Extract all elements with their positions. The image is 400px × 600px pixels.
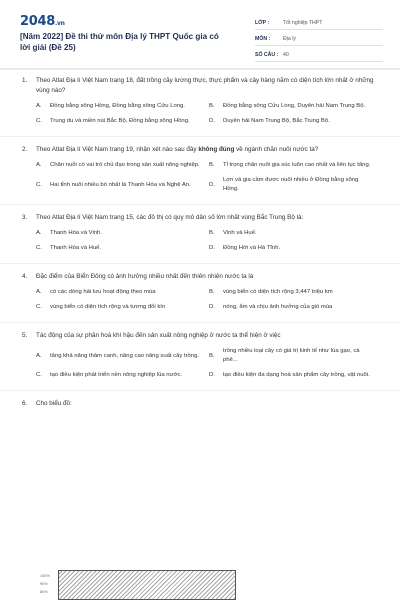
option-letter: D. (209, 181, 215, 188)
option-text: tạo điều kiện phát triển nền nông nghiệp lúa nước. (50, 372, 182, 378)
option-letter: A. (36, 352, 42, 359)
question-number: 6. (22, 400, 28, 407)
option-letter: A. (36, 103, 42, 109)
option-letter: C. (36, 181, 42, 188)
option-c[interactable] (36, 244, 209, 253)
question-divider (0, 322, 400, 323)
option-text: Lợn và gia cầm được nuôi nhiều ở Đồng bằng sông Hồng. (223, 177, 359, 192)
question-2 (22, 145, 382, 205)
option-letter: B. (209, 162, 215, 168)
option-letter: D. (209, 118, 215, 124)
option-d[interactable] (209, 303, 382, 312)
option-letter: A. (36, 289, 42, 295)
option-letter: D. (209, 372, 215, 378)
option-b[interactable] (209, 161, 382, 170)
option-b[interactable] (209, 102, 382, 111)
option-text: Tỉ trọng chăn nuôi gia súc luôn cao nhất và liên tục tăng. (223, 162, 371, 168)
option-d[interactable] (209, 117, 382, 126)
question-5 (22, 331, 382, 391)
option-text: Chăn nuôi có vai trò chủ đạo trong sản xuất nông nghiệp. (50, 162, 200, 168)
option-letter: D. (209, 304, 215, 310)
chart-tick-label: 80% (40, 590, 48, 594)
option-text: Vinh và Huế. (223, 230, 257, 236)
answer-options (36, 229, 382, 259)
option-c[interactable] (36, 176, 209, 194)
option-b[interactable] (209, 288, 382, 297)
emphasis-text: không đúng (198, 146, 235, 153)
question-number: 5. (22, 332, 28, 339)
chart-thumbnail (36, 566, 236, 600)
option-a[interactable] (36, 288, 209, 297)
info-value: 40 (283, 51, 289, 58)
question-stem (22, 76, 382, 96)
option-letter: B. (209, 103, 215, 109)
option-text: Đồng bằng sông Hồng, Đồng bằng sông Cửu Long. (50, 103, 185, 109)
option-text: tăng khả năng thâm canh, nâng cao năng suất cây trồng. (50, 352, 200, 359)
info-row-subject (255, 32, 383, 46)
option-letter: C. (36, 118, 42, 124)
option-letter: A. (36, 162, 42, 168)
option-text: Duyên hải Nam Trung Bộ, Bắc Trung Bộ. (223, 118, 330, 124)
option-text: tạo điều kiện đa dạng hoá sản phẩm cây trồng, vật nuôi. (223, 372, 370, 378)
question-number: 4. (22, 273, 28, 280)
question-stem (22, 145, 382, 155)
option-letter: B. (209, 230, 215, 236)
question-3 (22, 213, 382, 264)
question-text: Tác động của sự phân hoá khí hậu đến sản xuất nông nghiệp ở nước ta thể hiện ở việc (36, 332, 281, 339)
question-6 (22, 399, 382, 409)
option-c[interactable] (36, 371, 209, 380)
option-text: có các dòng hải lưu hoạt động theo mùa (50, 289, 156, 295)
question-text: Theo Atlat Địa lí Việt Nam trang 15, các đô thị có quy mô dân số lớn nhất vùng Bắc Trung Bộ là: (36, 214, 304, 221)
option-c[interactable] (36, 303, 209, 312)
option-d[interactable] (209, 176, 382, 194)
info-label: MÔN : (255, 35, 271, 42)
option-c[interactable] (36, 117, 209, 126)
option-letter: C. (36, 304, 42, 310)
question-4 (22, 272, 382, 323)
site-logo[interactable]: 2048.vn (20, 14, 65, 29)
option-text: vùng biển có diện tích rộng và tương đối kín (50, 304, 166, 310)
question-stem (22, 399, 382, 409)
option-text: trồng nhiều loại cây có giá trị kinh tế như lúa gạo, cà phê... (223, 348, 360, 363)
info-label: SỐ CÂU : (255, 51, 279, 58)
option-text: Thanh Hóa và Vinh. (50, 230, 102, 236)
chart-tick-label: 100% (40, 574, 50, 578)
option-a[interactable] (36, 229, 209, 238)
question-number: 2. (22, 146, 28, 153)
chart-frame (58, 570, 236, 600)
question-divider (0, 390, 400, 391)
answer-options (36, 102, 382, 132)
question-text: Cho biểu đồ: (36, 400, 72, 407)
question-divider (0, 204, 400, 205)
option-text: vùng biển có diện tích rộng 3,447 triệu km (223, 289, 333, 295)
answer-options (36, 347, 382, 386)
question-stem (22, 331, 382, 341)
answer-options (36, 288, 382, 318)
document-header (0, 0, 400, 66)
option-letter: C. (36, 245, 42, 251)
question-list (0, 76, 400, 409)
option-d[interactable] (209, 371, 382, 380)
option-text: nóng, ẩm và chịu ảnh hưởng của gió mùa (223, 304, 333, 310)
info-value: Tốt nghiệp THPT (283, 19, 323, 26)
document-title: [Năm 2022] Đề thi thử môn Địa lý THPT Quốc gia có lời giải (Đề 25) (20, 32, 219, 52)
info-row-class (255, 16, 383, 30)
info-label: LỚP : (255, 19, 270, 26)
option-text: Đồng bằng sông Cửu Long, Duyên hải Nam Trung Bộ. (223, 103, 366, 109)
option-letter: C. (36, 372, 42, 378)
question-text: Đặc điểm của Biển Đông có ảnh hưởng nhiều nhất đến thiên nhiên nước ta là (36, 273, 254, 280)
option-letter: B. (209, 289, 215, 295)
option-a[interactable] (36, 102, 209, 111)
question-1 (22, 76, 382, 137)
question-number: 1. (22, 77, 28, 84)
chart-tick-label: 90% (40, 582, 48, 586)
option-a[interactable] (36, 347, 209, 365)
question-stem (22, 213, 382, 223)
question-number: 3. (22, 214, 28, 221)
question-divider (0, 136, 400, 137)
option-d[interactable] (209, 244, 382, 253)
option-b[interactable] (209, 229, 382, 238)
info-row-question-count (255, 48, 383, 62)
exam-info-panel (255, 16, 383, 64)
option-letter: D. (209, 245, 215, 251)
option-b[interactable] (209, 347, 382, 365)
answer-options (36, 161, 382, 200)
option-text: Thanh Hóa và Huế. (50, 245, 102, 251)
option-a[interactable] (36, 161, 209, 170)
question-divider (0, 263, 400, 264)
option-text: Hai tỉnh nuôi nhiều bò nhất là Thanh Hóa và Nghệ An. (50, 181, 191, 188)
option-text: Đồng Hới và Hà Tĩnh. (223, 245, 281, 251)
question-text: Theo Atlat Địa lí Việt Nam trang 18, đất trồng cây lương thực, thực phẩm và cây hàng năm có diện tích lớn nhất ở những vùng nào? (36, 77, 374, 94)
question-text: Theo Atlat Địa lí Việt Nam trang 19, nhận xét nào sau đây không đúng về ngành chăn nuôi nước ta? (36, 146, 319, 153)
question-stem (22, 272, 382, 282)
option-text: Trung du và miền núi Bắc Bộ, Đồng bằng sông Hồng. (50, 118, 190, 124)
header-divider (0, 68, 400, 70)
option-letter: A. (36, 230, 42, 236)
option-letter: B. (209, 352, 215, 359)
info-value: Địa lý (283, 35, 296, 42)
